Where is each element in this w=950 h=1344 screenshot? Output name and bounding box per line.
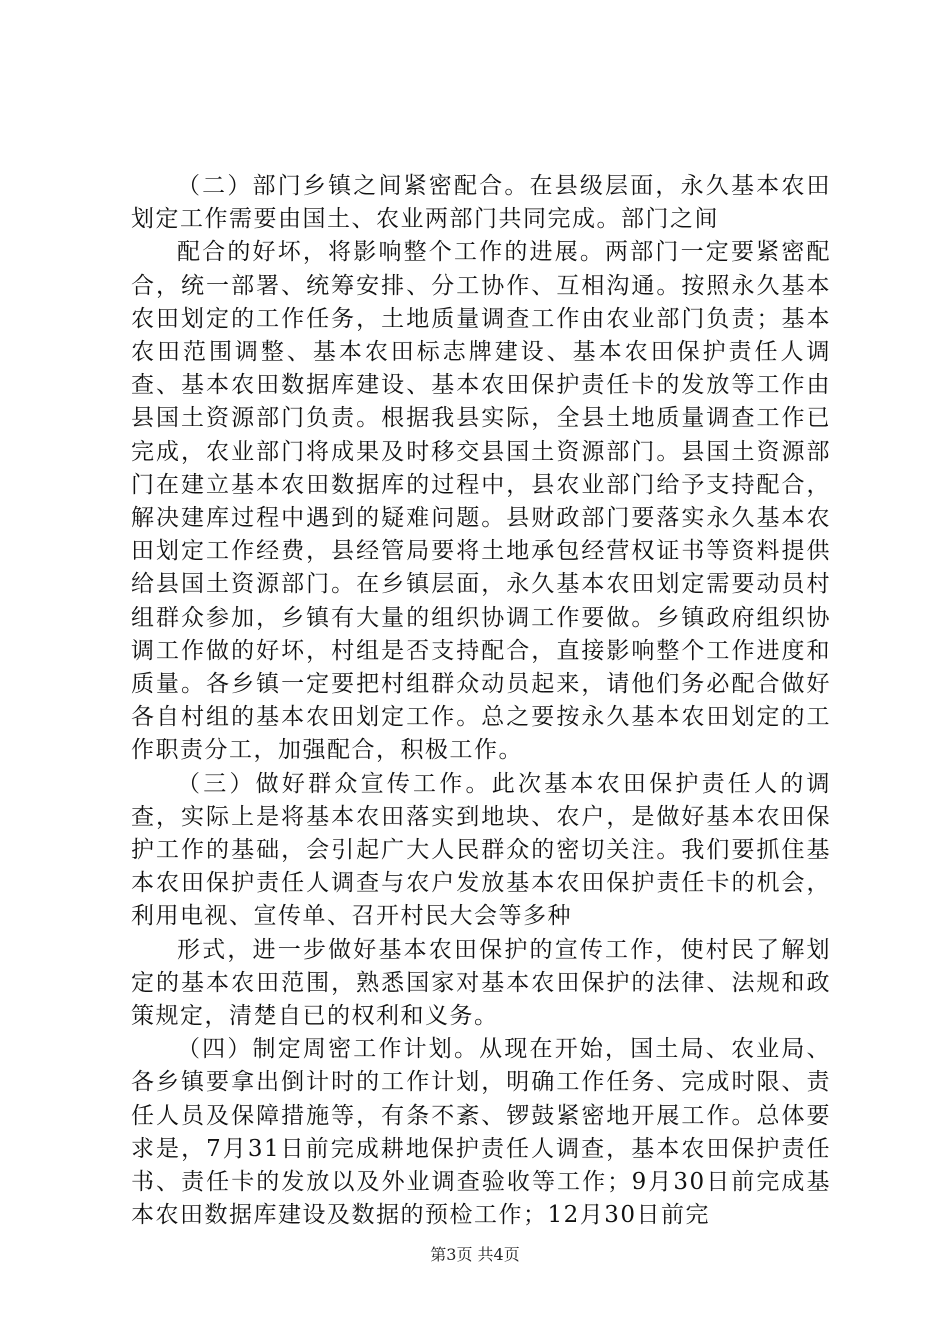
paragraph-section-three-continued: 形式，进一步做好基本农田保护的宣传工作，使村民了解划定的基本农田范围，熟悉国家对基本农田保护的法律、法规和政策规定，清楚自已的权利和义务。 [131,936,831,1030]
paragraph-section-two-continued: 配合的好坏，将影响整个工作的进展。两部门一定要紧密配合，统一部署、统筹安排、分工协作、互相沟通。按照永久基本农田划定的工作任务，土地质量调查工作由农业部门负责；基本农田范围调整、基本农田标志牌建设、基本农田保护责任人调查、基本农田数据库建设、基本农田保护责任卡的发放等工作由县国土资源部门负责。根据我县实际，全县土地质量调查工作已完成，农业部门将成果及时移交县国土资源部门。县国土资源部门在建立基本农田数据库的过程中，县农业部门给予支持配合，解决建库过程中遇到的疑难问题。县财政部门要落实永久基本农田划定工作经费，县经管局要将土地承包经营权证书等资料提供给县国土资源部门。在乡镇层面，永久基本农田划定需要动员村组群众参加，乡镇有大量的组织协调工作要做。乡镇政府组织协调工作做的好坏，村组是否支持配合，直接影响整个工作进度和质量。各乡镇一定要把村组群众动员起来，请他们务必配合做好各自村组的基本农田划定工作。总之要按永久基本农田划定的工作职责分工，加强配合，积极工作。 [131,239,831,764]
paragraph-section-two: （二）部门乡镇之间紧密配合。在县级层面，永久基本农田划定工作需要由国土、农业两部门共同完成。部门之间 [131,173,831,233]
paragraph-section-three: （三）做好群众宣传工作。此次基本农田保护责任人的调查，实际上是将基本农田落实到地块、农户，是做好基本农田保护工作的基础，会引起广大人民群众的密切关注。我们要抓住基本农田保护责任人调查与农户发放基本农田保护责任卡的机会，利用电视、宣传单、召开村民大会等多种 [131,770,831,930]
page-number-footer: 第3页 共4页 [430,1245,520,1264]
document-body [131,170,831,1233]
paragraph-section-four: （四）制定周密工作计划。从现在开始，国土局、农业局、各乡镇要拿出倒计时的工作计划，明确工作任务、完成时限、责任人员及保障措施等，有条不紊、锣鼓紧密地开展工作。总体要求是，7月31日前完成耕地保护责任人调查，基本农田保护责任书、责任卡的发放以及外业调查验收等工作；9月30日前完成基本农田数据库建设及数据的预检工作；12月30日前完 [131,1036,831,1229]
